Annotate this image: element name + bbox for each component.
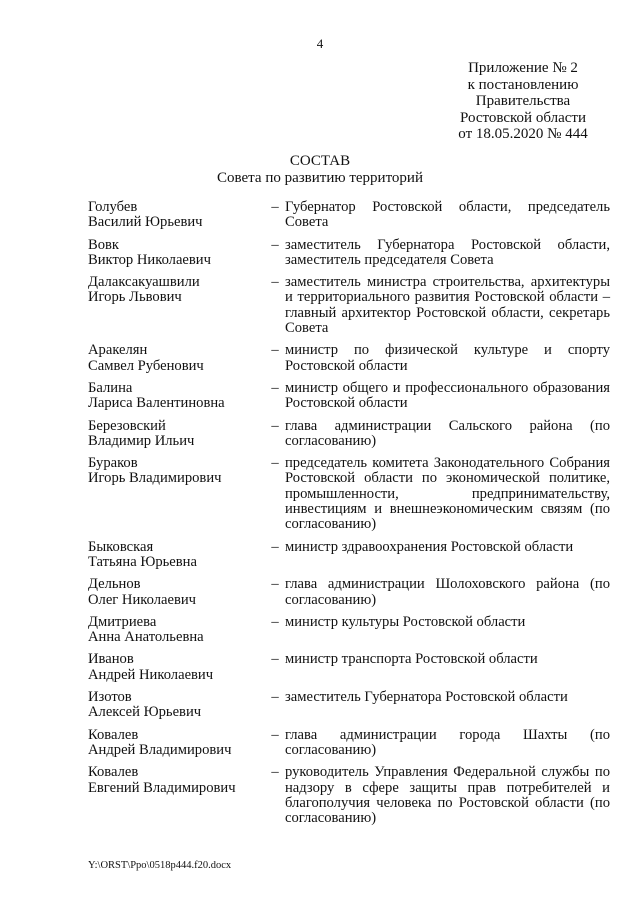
member-role: министр культуры Ростовской области [285,613,526,630]
member-name [88,275,265,336]
appendix-line: от 18.05.2020 № 444 [458,126,588,142]
member-row [88,577,610,608]
member-row [88,275,610,336]
member-role: Губернатор Ростовской области, председатель Совета [285,199,610,231]
member-role: заместитель Губернатора Ростовской области [285,689,568,706]
dash-separator: – [271,764,279,781]
member-name [88,615,265,646]
appendix-line: Приложение № 2 [468,60,578,76]
member-given-names: Олег Николаевич [88,591,197,608]
member-row [88,540,610,571]
dash-separator: – [271,455,279,472]
member-given-names: Анна Анатольевна [88,629,204,646]
dash-separator: – [271,689,279,706]
member-given-names: Андрей Николаевич [88,666,214,683]
member-surname: Березовский [88,417,166,434]
member-surname: Аракелян [88,342,148,359]
member-name [88,200,265,231]
dash-separator: – [271,199,279,215]
appendix-line: Правительства [475,93,571,109]
member-name [88,238,265,269]
member-name [88,343,265,374]
member-row [88,456,610,532]
dash-separator: – [271,613,279,630]
member-surname: Бураков [88,455,138,472]
title-main: СОСТАВ [289,153,351,169]
member-role: министр по физической культуре и спорту Ростовской области [285,342,610,374]
member-role: глава администрации Шолоховского района (по согласованию) [285,576,610,608]
page-number: 4 [316,36,324,51]
member-role: глава администрации Сальского района (по согласованию) [285,417,610,449]
member-given-names: Лариса Валентиновна [88,395,225,412]
appendix-line: к постановлению [467,76,579,93]
member-row [88,381,610,412]
dash-separator: – [271,538,279,555]
member-row [88,690,610,721]
members-list [88,200,610,833]
member-name [88,765,265,826]
member-surname: Ковалев [88,764,139,781]
file-path: Y:\ORST\Ppo\0518p444.f20.docx [88,860,232,871]
dash-separator: – [271,726,279,743]
document-title [0,153,640,187]
appendix-header [418,60,628,143]
member-surname: Дельнов [88,576,141,593]
member-row [88,652,610,683]
member-given-names: Игорь Львович [88,289,182,306]
member-surname: Голубев [88,199,138,215]
dash-separator: – [271,274,279,291]
member-role: глава администрации города Шахты (по согласованию) [285,726,610,758]
member-surname: Балина [88,379,133,396]
member-row [88,200,610,231]
appendix-line: Ростовской области [460,109,586,126]
member-row [88,419,610,450]
member-name [88,577,265,608]
member-surname: Дмитриева [88,613,157,630]
member-surname: Изотов [88,689,132,706]
member-given-names: Татьяна Юрьевна [88,553,197,570]
member-given-names: Алексей Юрьевич [88,704,202,721]
dash-separator: – [271,651,279,668]
member-name [88,728,265,759]
member-given-names: Андрей Владимирович [88,741,232,758]
member-given-names: Василий Юрьевич [88,214,203,231]
member-name [88,419,265,450]
member-row [88,238,610,269]
member-surname: Быковская [88,538,154,555]
member-role: министр здравоохранения Ростовской области [285,538,574,555]
member-role: министр общего и профессионального образования Ростовской области [285,379,610,412]
member-surname: Вовк [88,236,120,253]
member-role: председатель комитета Законодательного Собрания Ростовской области по экономической политике, промышленности, предпринимательству, инвестициям и внешнеэкономическим связям (по согласованию) [285,455,610,533]
dash-separator: – [271,379,279,396]
member-name [88,456,265,532]
member-given-names: Игорь Владимирович [88,470,222,487]
dash-separator: – [271,342,279,359]
member-given-names: Владимир Ильич [88,432,195,449]
member-name [88,540,265,571]
dash-separator: – [271,236,279,253]
member-name [88,381,265,412]
member-role: заместитель министра строительства, архитектуры и территориального развития Ростовской области – главный архитектор Ростовской области, секретарь Совета [285,274,610,337]
member-surname: Далаксакуашвили [88,274,200,291]
member-name [88,652,265,683]
member-row [88,615,610,646]
title-subtitle: Совета по развитию территорий [217,170,423,186]
dash-separator: – [271,417,279,434]
member-row [88,765,610,826]
member-given-names: Виктор Николаевич [88,251,211,268]
dash-separator: – [271,576,279,593]
member-name [88,690,265,721]
member-role: министр транспорта Ростовской области [285,651,538,668]
member-given-names: Самвел Рубенович [88,357,204,374]
member-role: заместитель Губернатора Ростовской области, заместитель председателя Совета [285,236,610,268]
member-surname: Ковалев [88,726,139,743]
member-row [88,343,610,374]
member-role: руководитель Управления Федеральной службы по надзору в сфере защиты прав потребителей и благополучия человека по Ростовской области (по согласованию) [285,764,610,827]
member-row [88,728,610,759]
member-given-names: Евгений Владимирович [88,779,236,796]
member-surname: Иванов [88,651,134,668]
